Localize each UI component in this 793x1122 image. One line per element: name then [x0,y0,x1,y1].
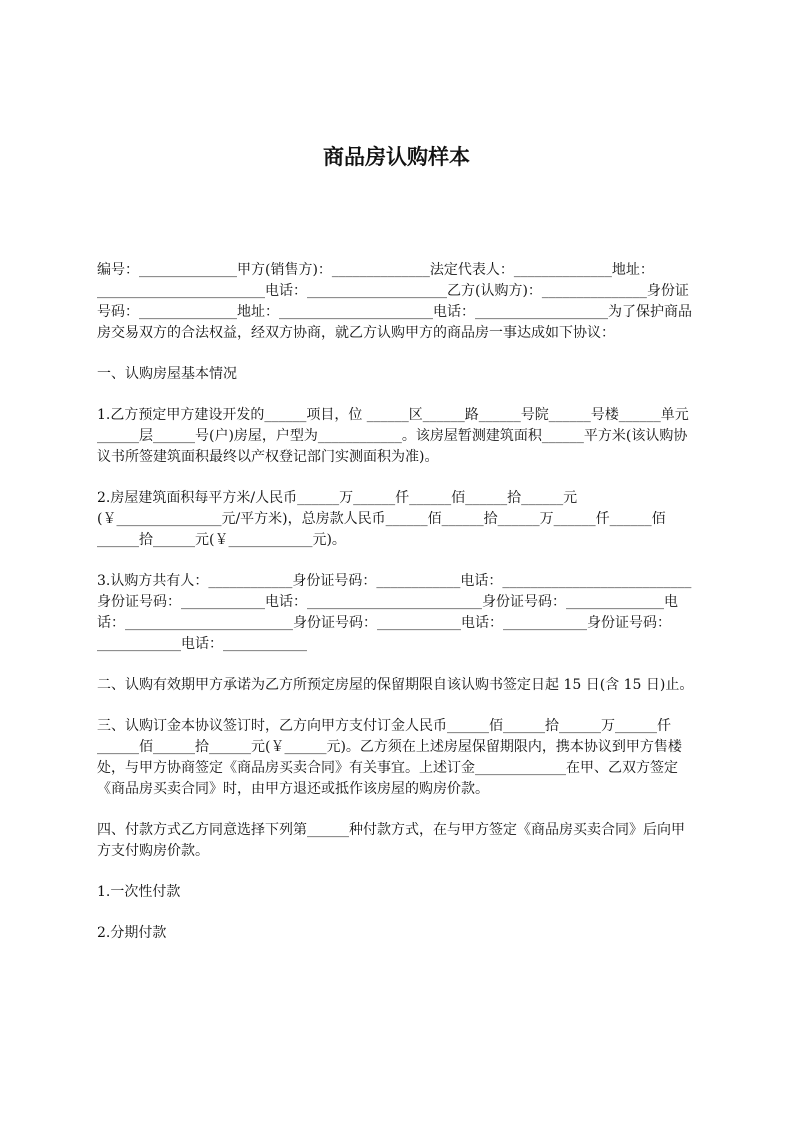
section-2-paragraph: 二、认购有效期甲方承诺为乙方所预定房屋的保留期限自该认购书签定日起 15 日(含 15 日)止。 [97,677,694,693]
payment-option-1: 1.一次性付款 [97,884,181,900]
intro-paragraph: 编号：______________甲方(销售方)：______________法定代表人：______________地址：________________________电话：____________________乙方(认购方)：_______________身份证号码：______________地址：______________________电话：___________________为了保护商品房交易双方的合法权益，经双方协商，就乙方认购甲方的商品房一事达成如下协议： [97,262,692,341]
section-4-paragraph: 四、付款方式乙方同意选择下列第______种付款方式，在与甲方签定《商品房买卖合同》后向甲方支付购房价款。 [97,822,685,859]
document-title: 商品房认购样本 [323,145,470,169]
document-body [97,260,697,944]
section-1-item-1: 1.乙方预定甲方建设开发的______项目，位 ______区______路______号院______号楼______单元______层______号(户)房屋，户型为____________。该房屋暂测建筑面积______平方米(该认购协议书所签建筑面积最终以产权登记部门实测面积为准)。 [97,407,689,465]
section-1-heading: 一、认购房屋基本情况 [97,366,237,382]
section-1-item-2: 2.房屋建筑面积每平方米/人民币______万______仟______佰______拾______元(￥_______________元/平方米)，总房款人民币______佰______拾______万______仟______佰______拾______元(￥____________元)。 [97,490,666,548]
payment-option-2: 2.分期付款 [97,925,167,941]
section-1-item-3: 3.认购方共有人：____________身份证号码：____________电话：___________________________身份证号码：____________电话：_________________________身份证号码：______________电话：________________________身份证号码：____________电话：____________身份证号码：____________电话：____________ [97,573,692,652]
section-3-paragraph: 三、认购订金本协议签订时，乙方向甲方支付订金人民币______佰______拾______万______仟______佰______拾______元(￥______元)。乙方须在上述房屋保留期限内，携本协议到甲方售楼处，与甲方协商签定《商品房买卖合同》有关事宜。上述订金_____________在甲、乙双方签定《商品房买卖合同》时，由甲方退还或抵作该房屋的购房价款。 [97,718,682,797]
